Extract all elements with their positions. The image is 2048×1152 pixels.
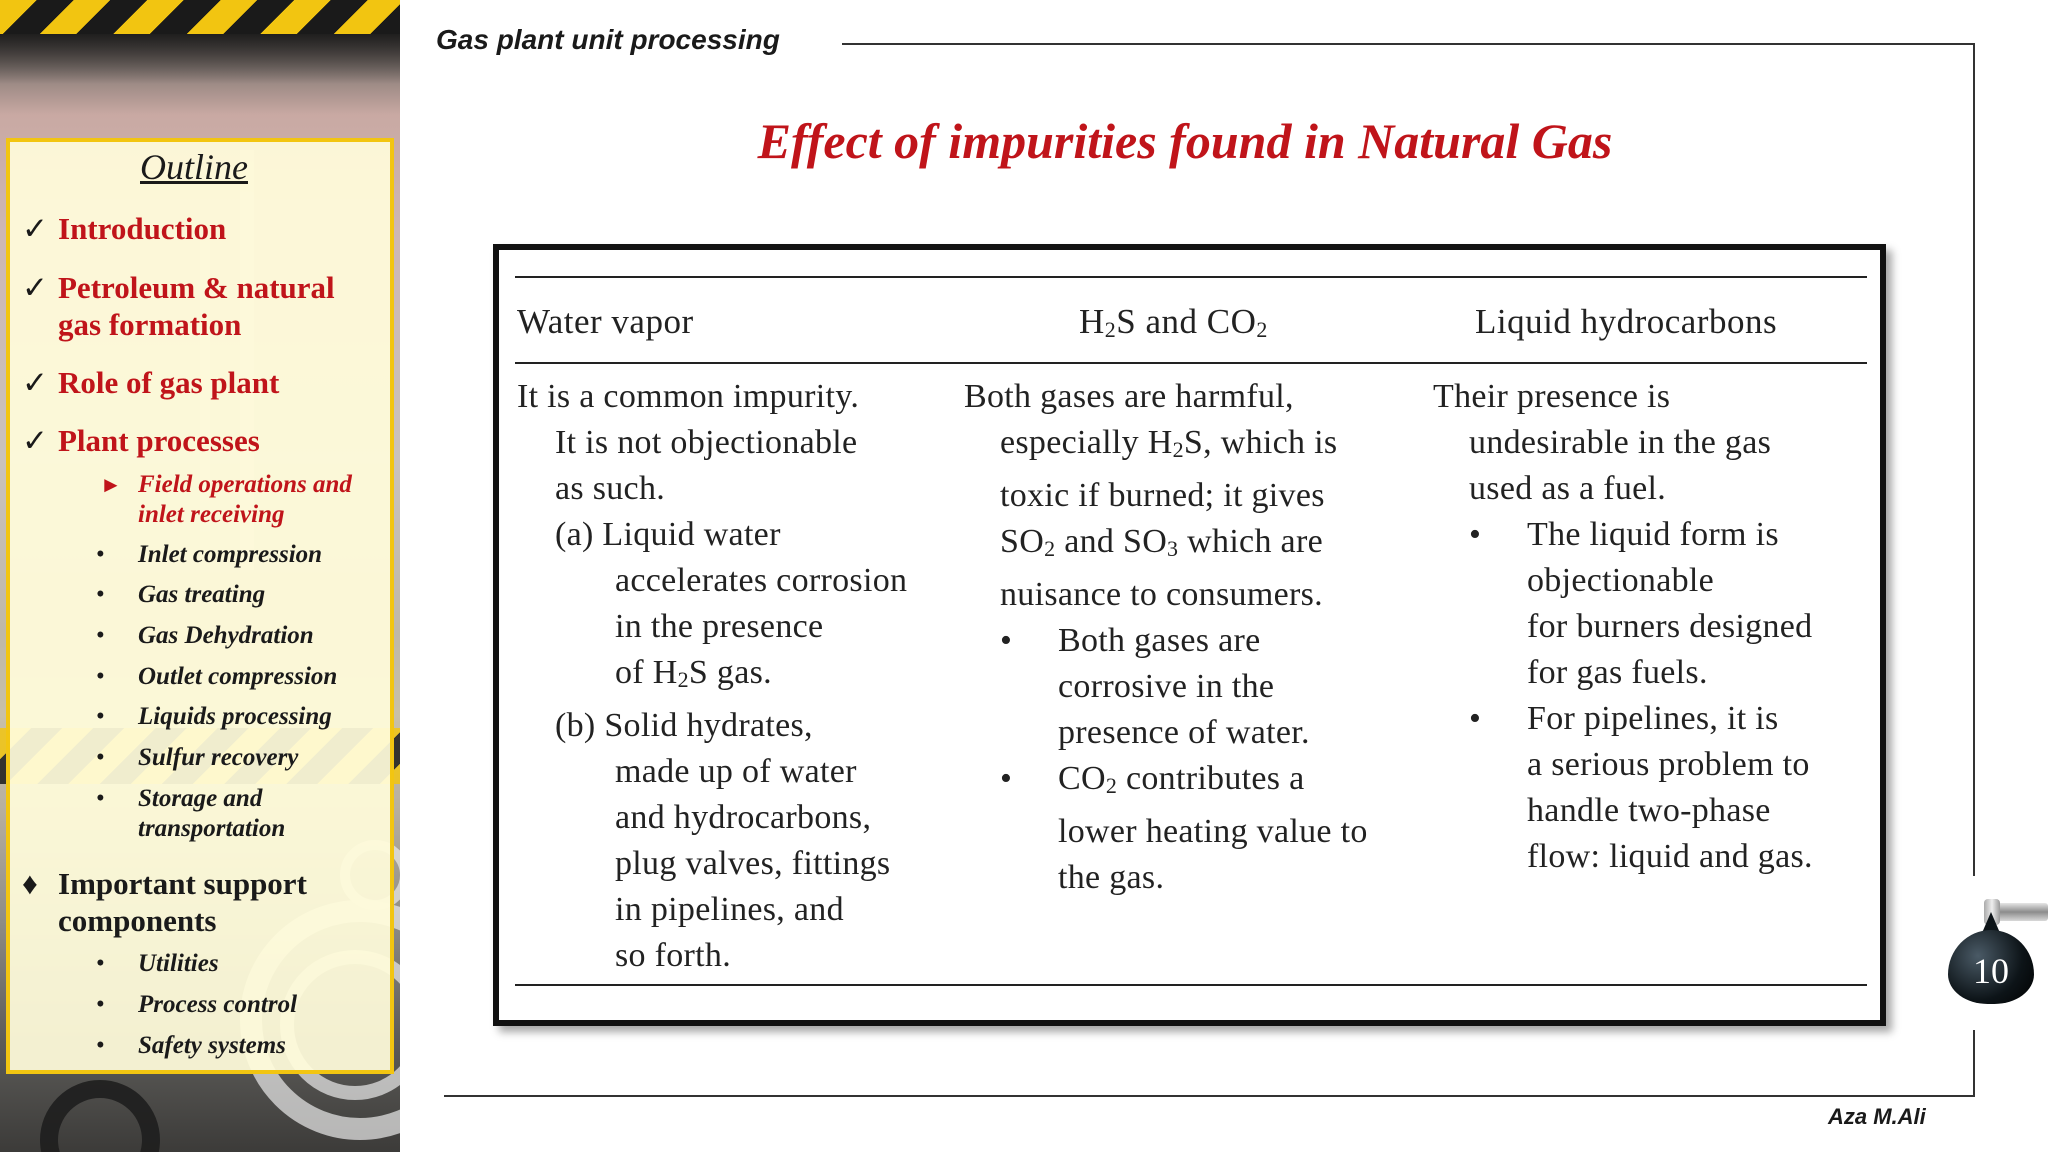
left-decorative-panel — [0, 0, 400, 1152]
impurities-table — [493, 244, 1886, 1026]
outline-subitem-process-control[interactable]: • Process control — [96, 991, 298, 1018]
bullet-icon: • — [96, 663, 105, 690]
checkmark-icon: ✓ — [22, 270, 48, 305]
page-number: 10 — [1973, 951, 2009, 991]
outline-item-petroleum[interactable]: ✓ Petroleum & natural gas formation — [22, 270, 335, 342]
author-name: Aza M.Ali — [1828, 1104, 1926, 1129]
bullet-icon: • — [96, 991, 105, 1018]
bullet-icon: • — [96, 541, 105, 568]
right-border — [1973, 1030, 1975, 1096]
header-h2s-co2: $H_2S$ and $CO_2$ — [1079, 302, 1268, 342]
bullet-icon: • — [96, 744, 105, 771]
footer-divider — [444, 1095, 1975, 1097]
outline-subitem-field-operations[interactable]: ► Field operations and inlet receiving — [100, 471, 352, 528]
bullet-icon: • — [96, 950, 105, 977]
header-liquid-hydrocarbons: Liquid hydrocarbons — [1475, 302, 1778, 341]
outline-subitem-inlet-compression[interactable]: • Inlet compression — [96, 541, 323, 568]
bullet-icon: • — [1469, 516, 1482, 553]
outline-subitem-sulfur-recovery[interactable]: • Sulfur recovery — [96, 744, 299, 771]
checkmark-icon: ✓ — [22, 423, 48, 458]
outline-subitem-gas-treating[interactable]: • Gas treating — [96, 581, 266, 608]
checkmark-icon: ✓ — [22, 365, 48, 400]
bullet-icon: • — [96, 703, 105, 730]
column-h2s-co2: Both gases are harmful, especially $H_2S$, which is toxic if burned; it gives $SO_2$ and $SO_3$ which are nuisance to consumers. • Both gases are corrosive in the presence of water. • $CO_2$ contributes a lower heating value to the gas. — [964, 378, 1368, 896]
arrow-right-icon: ► — [100, 472, 122, 497]
bullet-icon: • — [96, 622, 105, 649]
right-border — [1973, 43, 1975, 876]
header-water-vapor: Water vapor — [517, 302, 694, 341]
outline-item-introduction[interactable]: ✓ Introduction — [22, 211, 227, 246]
decorative-ring — [40, 1080, 160, 1152]
bullet-icon: • — [1000, 760, 1013, 797]
outline-item-support-components[interactable]: ♦ Important support components — [22, 866, 307, 938]
course-title: Gas plant unit processing — [436, 24, 780, 55]
outline-subitem-utilities[interactable]: • Utilities — [96, 950, 219, 977]
slide-title: Effect of impurities found in Natural Gas — [757, 113, 1613, 169]
table-rule-header — [515, 362, 1867, 364]
bullet-icon: • — [1000, 622, 1013, 659]
outline-subitem-liquids-processing[interactable]: • Liquids processing — [96, 703, 332, 730]
column-water-vapor: It is a common impurity. It is not objectionable as such. (a) Liquid water accelerates corrosion in the presence of $H_2S$ gas. (b) Solid hydrates, made up of water and hydrocarbons, plug valves, fittings in pipelines, and so forth. — [517, 378, 908, 974]
outline-subitem-storage[interactable]: • Storage and transportation — [96, 785, 286, 842]
column-liquid-hydrocarbons: Their presence is undesirable in the gas used as a fuel. • The liquid form is objectionable for burners designed for gas fuels. • For pipelines, it is a serious problem to handle two-phase flow: liquid and gas. — [1433, 378, 1813, 875]
table-rule-top — [515, 276, 1867, 278]
outline-title: Outline — [140, 147, 248, 187]
diamond-icon: ♦ — [22, 866, 38, 901]
header-divider — [842, 43, 1975, 45]
hazard-shadow — [0, 34, 400, 84]
bullet-icon: • — [96, 581, 105, 608]
outline-subitem-safety-systems[interactable]: • Safety systems — [96, 1032, 286, 1059]
table-rule-bottom — [515, 984, 1867, 986]
outline-item-plant-processes[interactable]: ✓ Plant processes — [22, 423, 260, 458]
outline-subitem-gas-dehydration[interactable]: • Gas Dehydration — [96, 622, 314, 649]
checkmark-icon: ✓ — [22, 211, 48, 246]
outline-subitem-outlet-compression[interactable]: • Outlet compression — [96, 663, 338, 690]
bullet-icon: • — [96, 785, 105, 812]
bullet-icon: • — [96, 1032, 105, 1059]
bullet-icon: • — [1469, 700, 1482, 737]
hazard-stripe-top — [0, 0, 400, 34]
outline-item-role[interactable]: ✓ Role of gas plant — [22, 365, 280, 400]
